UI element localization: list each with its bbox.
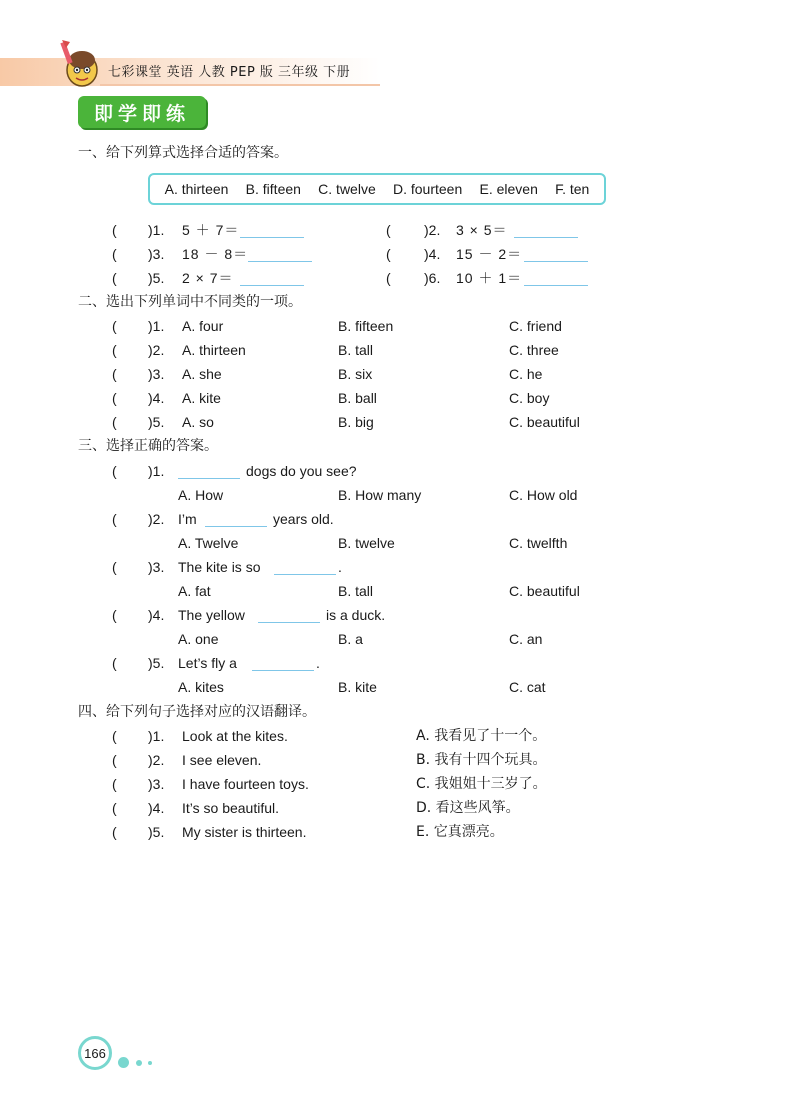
chinese-translation: C. 我姐姐十三岁了。 xyxy=(416,776,547,792)
question-number: )4. xyxy=(148,800,165,816)
answer-blank[interactable] xyxy=(258,622,320,623)
question-number: )1. xyxy=(148,728,165,744)
question-text: The kite is so xyxy=(178,559,261,575)
answer-paren[interactable]: ( xyxy=(112,607,117,623)
question-number: )6. xyxy=(424,270,441,286)
choice-a: A. Twelve xyxy=(178,535,239,551)
question-number: )5. xyxy=(148,655,165,671)
answer-paren[interactable]: ( xyxy=(112,342,117,358)
choice-b: B. tall xyxy=(338,342,374,358)
answer-blank[interactable] xyxy=(240,237,304,238)
answer-options-box xyxy=(148,173,606,205)
section-4-title: 四、给下列句子选择对应的汉语翻译。 xyxy=(78,704,316,720)
choice-b: B. twelve xyxy=(338,535,395,551)
question-number: )3. xyxy=(148,559,165,575)
answer-blank[interactable] xyxy=(178,478,240,479)
answer-blank[interactable] xyxy=(514,237,578,238)
section-1-title: 一、给下列算式选择合适的答案。 xyxy=(78,145,288,161)
chinese-translation: B. 我有十四个玩具。 xyxy=(416,752,547,768)
option-b: B. fifteen xyxy=(245,181,301,197)
answer-paren[interactable]: ( xyxy=(112,318,117,334)
choice-b: B. six xyxy=(338,366,373,382)
question-number: )2. xyxy=(148,342,165,358)
question-number: )4. xyxy=(424,246,441,262)
option-c: C. twelve xyxy=(318,181,376,197)
answer-paren[interactable]: ( xyxy=(112,776,117,792)
question-text: Let’s fly a xyxy=(178,655,237,671)
choice-b: B. fifteen xyxy=(338,318,394,334)
choice-c: C. he xyxy=(509,366,543,382)
question-number: )2. xyxy=(424,222,441,238)
choice-a: A. one xyxy=(178,631,219,647)
question-text: is a duck. xyxy=(326,607,386,623)
mascot-icon xyxy=(56,38,104,90)
answer-paren[interactable]: ( xyxy=(112,728,117,744)
answer-paren[interactable]: ( xyxy=(386,246,391,262)
answer-blank[interactable] xyxy=(524,261,588,262)
math-expression: 18 － 8＝ xyxy=(182,246,249,262)
question-text: . xyxy=(338,559,342,575)
choice-b: B. tall xyxy=(338,583,374,599)
question-text: years old. xyxy=(273,511,334,527)
math-expression: 2 × 7＝ xyxy=(182,270,234,286)
answer-paren[interactable]: ( xyxy=(386,222,391,238)
math-expression: 5 ＋ 7＝ xyxy=(182,222,240,238)
choice-c: C. boy xyxy=(509,390,550,406)
answer-paren[interactable]: ( xyxy=(112,390,117,406)
math-expression: 15 － 2＝ xyxy=(456,246,523,262)
choice-c: C. friend xyxy=(509,318,562,334)
chinese-translation: E. 它真漂亮。 xyxy=(416,824,504,840)
header-title: 七彩课堂 英语 人教 PEP 版 三年级 下册 xyxy=(108,65,351,80)
choice-c: C. beautiful xyxy=(509,583,580,599)
question-number: )4. xyxy=(148,390,165,406)
option-d: D. fourteen xyxy=(392,181,463,197)
answer-blank[interactable] xyxy=(248,261,312,262)
option-f: F. ten xyxy=(555,181,590,197)
answer-paren[interactable]: ( xyxy=(112,414,117,430)
chinese-translation: D. 看这些风筝。 xyxy=(416,800,520,816)
english-sentence: I see eleven. xyxy=(182,752,262,768)
decor-dot xyxy=(118,1057,129,1068)
decor-dot xyxy=(148,1061,152,1065)
choice-a: A. so xyxy=(182,414,214,430)
question-number: )2. xyxy=(148,511,165,527)
question-number: )3. xyxy=(148,776,165,792)
choice-b: B. a xyxy=(338,631,363,647)
option-e: E. eleven xyxy=(479,181,538,197)
english-sentence: My sister is thirteen. xyxy=(182,824,307,840)
question-text: The yellow xyxy=(178,607,245,623)
answer-blank[interactable] xyxy=(252,670,314,671)
answer-paren[interactable]: ( xyxy=(112,222,117,238)
answer-blank[interactable] xyxy=(524,285,588,286)
question-number: )4. xyxy=(148,607,165,623)
decor-dot xyxy=(136,1060,142,1066)
answer-paren[interactable]: ( xyxy=(112,246,117,262)
answer-blank[interactable] xyxy=(240,285,304,286)
question-number: )3. xyxy=(148,366,165,382)
question-number: )1. xyxy=(148,318,165,334)
choice-a: A. thirteen xyxy=(182,342,246,358)
choice-b: B. kite xyxy=(338,679,377,695)
choice-c: C. twelfth xyxy=(509,535,568,551)
choice-a: A. four xyxy=(182,318,224,334)
choice-a: A. kite xyxy=(182,390,221,406)
section-3-title: 三、选择正确的答案。 xyxy=(78,438,218,454)
question-number: )5. xyxy=(148,270,165,286)
question-number: )5. xyxy=(148,414,165,430)
english-sentence: Look at the kites. xyxy=(182,728,288,744)
choice-a: A. she xyxy=(182,366,222,382)
choice-a: A. kites xyxy=(178,679,224,695)
choice-c: C. cat xyxy=(509,679,546,695)
answer-paren[interactable]: ( xyxy=(112,366,117,382)
option-a: A. thirteen xyxy=(164,181,229,197)
page-number: 166 xyxy=(78,1036,112,1070)
question-number: )5. xyxy=(148,824,165,840)
answer-paren[interactable]: ( xyxy=(112,800,117,816)
math-expression: 10 ＋ 1＝ xyxy=(456,270,523,286)
answer-blank[interactable] xyxy=(274,574,336,575)
answer-paren[interactable]: ( xyxy=(112,559,117,575)
header-rule xyxy=(100,84,380,86)
question-text: I’m xyxy=(178,511,197,527)
question-text: dogs do you see? xyxy=(246,463,357,479)
question-number: )1. xyxy=(148,463,165,479)
choice-b: B. big xyxy=(338,414,374,430)
answer-paren[interactable]: ( xyxy=(112,655,117,671)
answer-paren[interactable]: ( xyxy=(112,463,117,479)
answer-paren[interactable]: ( xyxy=(112,511,117,527)
math-expression: 3 × 5＝ xyxy=(456,222,508,238)
question-number: )2. xyxy=(148,752,165,768)
choice-c: C. How old xyxy=(509,487,578,503)
choice-b: B. How many xyxy=(338,487,422,503)
answer-paren[interactable]: ( xyxy=(386,270,391,286)
choice-c: C. beautiful xyxy=(509,414,580,430)
answer-paren[interactable]: ( xyxy=(112,752,117,768)
answer-paren[interactable]: ( xyxy=(112,824,117,840)
choice-c: C. an xyxy=(509,631,543,647)
question-number: )3. xyxy=(148,246,165,262)
choice-a: A. How xyxy=(178,487,224,503)
question-text: . xyxy=(316,655,320,671)
section-badge: 即学即练 xyxy=(78,96,206,128)
answer-blank[interactable] xyxy=(205,526,267,527)
english-sentence: It’s so beautiful. xyxy=(182,800,280,816)
section-2-title: 二、选出下列单词中不同类的一项。 xyxy=(78,294,302,310)
english-sentence: I have fourteen toys. xyxy=(182,776,309,792)
answer-paren[interactable]: ( xyxy=(112,270,117,286)
question-number: )1. xyxy=(148,222,165,238)
choice-a: A. fat xyxy=(178,583,211,599)
chinese-translation: A. 我看见了十一个。 xyxy=(416,728,547,744)
choice-c: C. three xyxy=(509,342,559,358)
choice-b: B. ball xyxy=(338,390,377,406)
